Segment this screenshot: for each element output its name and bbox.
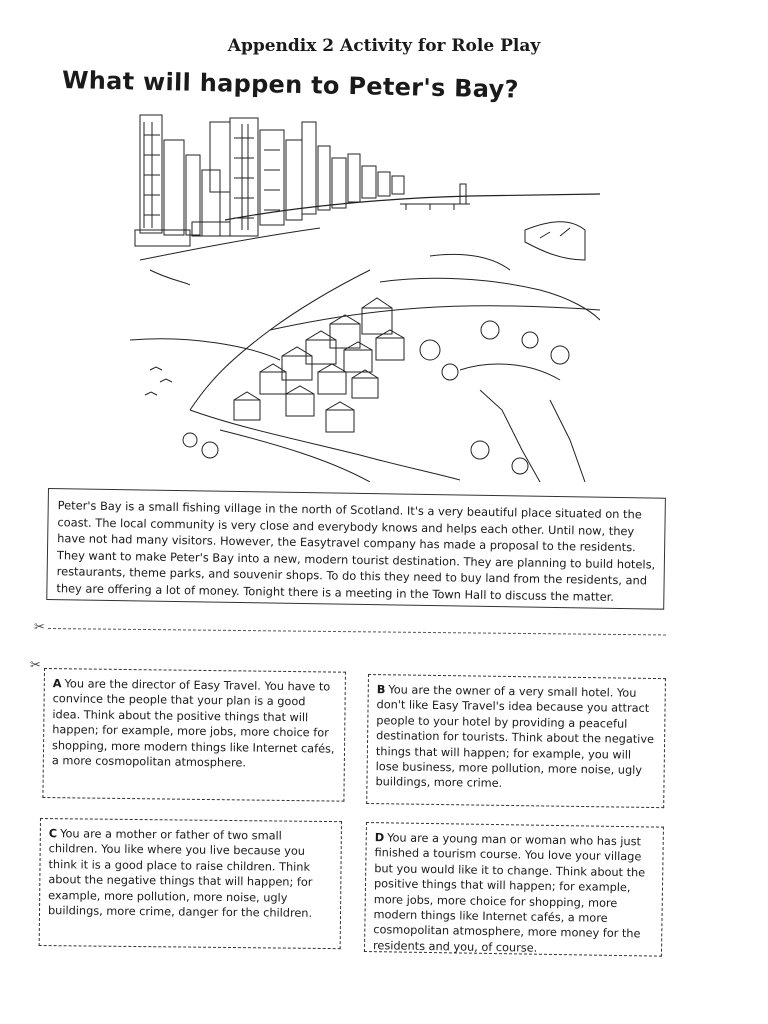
role-card-c [39,818,342,949]
role-card-text [48,826,333,921]
role-card-description: You are a young man or woman who has just finished a tourism course. You love your village but you would like it to change. Think about the positive things that will happen; for example, more jobs, more choice for shopping, more modern things like Internet cafés, a more cosmopolitan atmosphere, more money for the residents and you, of course. [372,831,646,955]
role-card-letter: C [48,827,58,841]
intro-box [46,488,666,610]
scissors-icon: ✂ [34,620,45,635]
role-card-letter: D [374,831,385,845]
role-card-description: You are a mother or father of two small children. You like where you live because you think it is a good place to raise children. Think about the negative things that will happen; for example, more pollution, more noise, ugly buildings, more crime, danger for the children. [47,827,313,920]
role-card-a [42,668,346,802]
role-card-letter: B [376,683,386,697]
cut-line [48,628,666,635]
intro-text: Peter's Bay is a small fishing village in the north of Scotland. It's a very beautiful place situated on the coast. The local community is very close and everybody knows and helps each other. Until now, they have not had many visitors. However, the Easytravel company has made a proposal to the residents. They want to make Peter's Bay into a new, modern tourist destination. They are planning to build hotels, restaurants, theme parks, and souvenir shops. To do this they need to buy land from the residents, and they are offering a lot of money. Tonight there is a meeting in the Town Hall to discuss the matter. [56,498,656,604]
worksheet-title: What will happen to Peter's Bay? [61,66,520,104]
appendix-title: Appendix 2 Activity for Role Play [227,36,541,56]
coastal-town-illustration-icon [130,110,600,482]
role-card-b [366,674,666,808]
role-card-letter: A [52,677,62,691]
role-card-text [375,682,656,794]
scissors-icon: ✂ [30,658,41,673]
role-card-text [373,830,655,958]
role-card-description: You are the director of Easy Travel. You have to convince the people that your plan is a good idea. Think about the positive things that will happen; for example, more jobs, more choice for shopping, more modern things like Internet cafés, a more cosmopolitan atmosphere. [51,677,335,770]
role-card-description: You are the owner of a very small hotel. You don't like Easy Travel's idea because you attract people to your hotel by providing a peaceful destination for tourists. Think about the negative things that will happen; for example, you will lose business, more pollution, more noise, ugly buildings, more crime. [375,683,655,791]
role-card-text [52,676,337,772]
role-card-d [364,822,664,957]
